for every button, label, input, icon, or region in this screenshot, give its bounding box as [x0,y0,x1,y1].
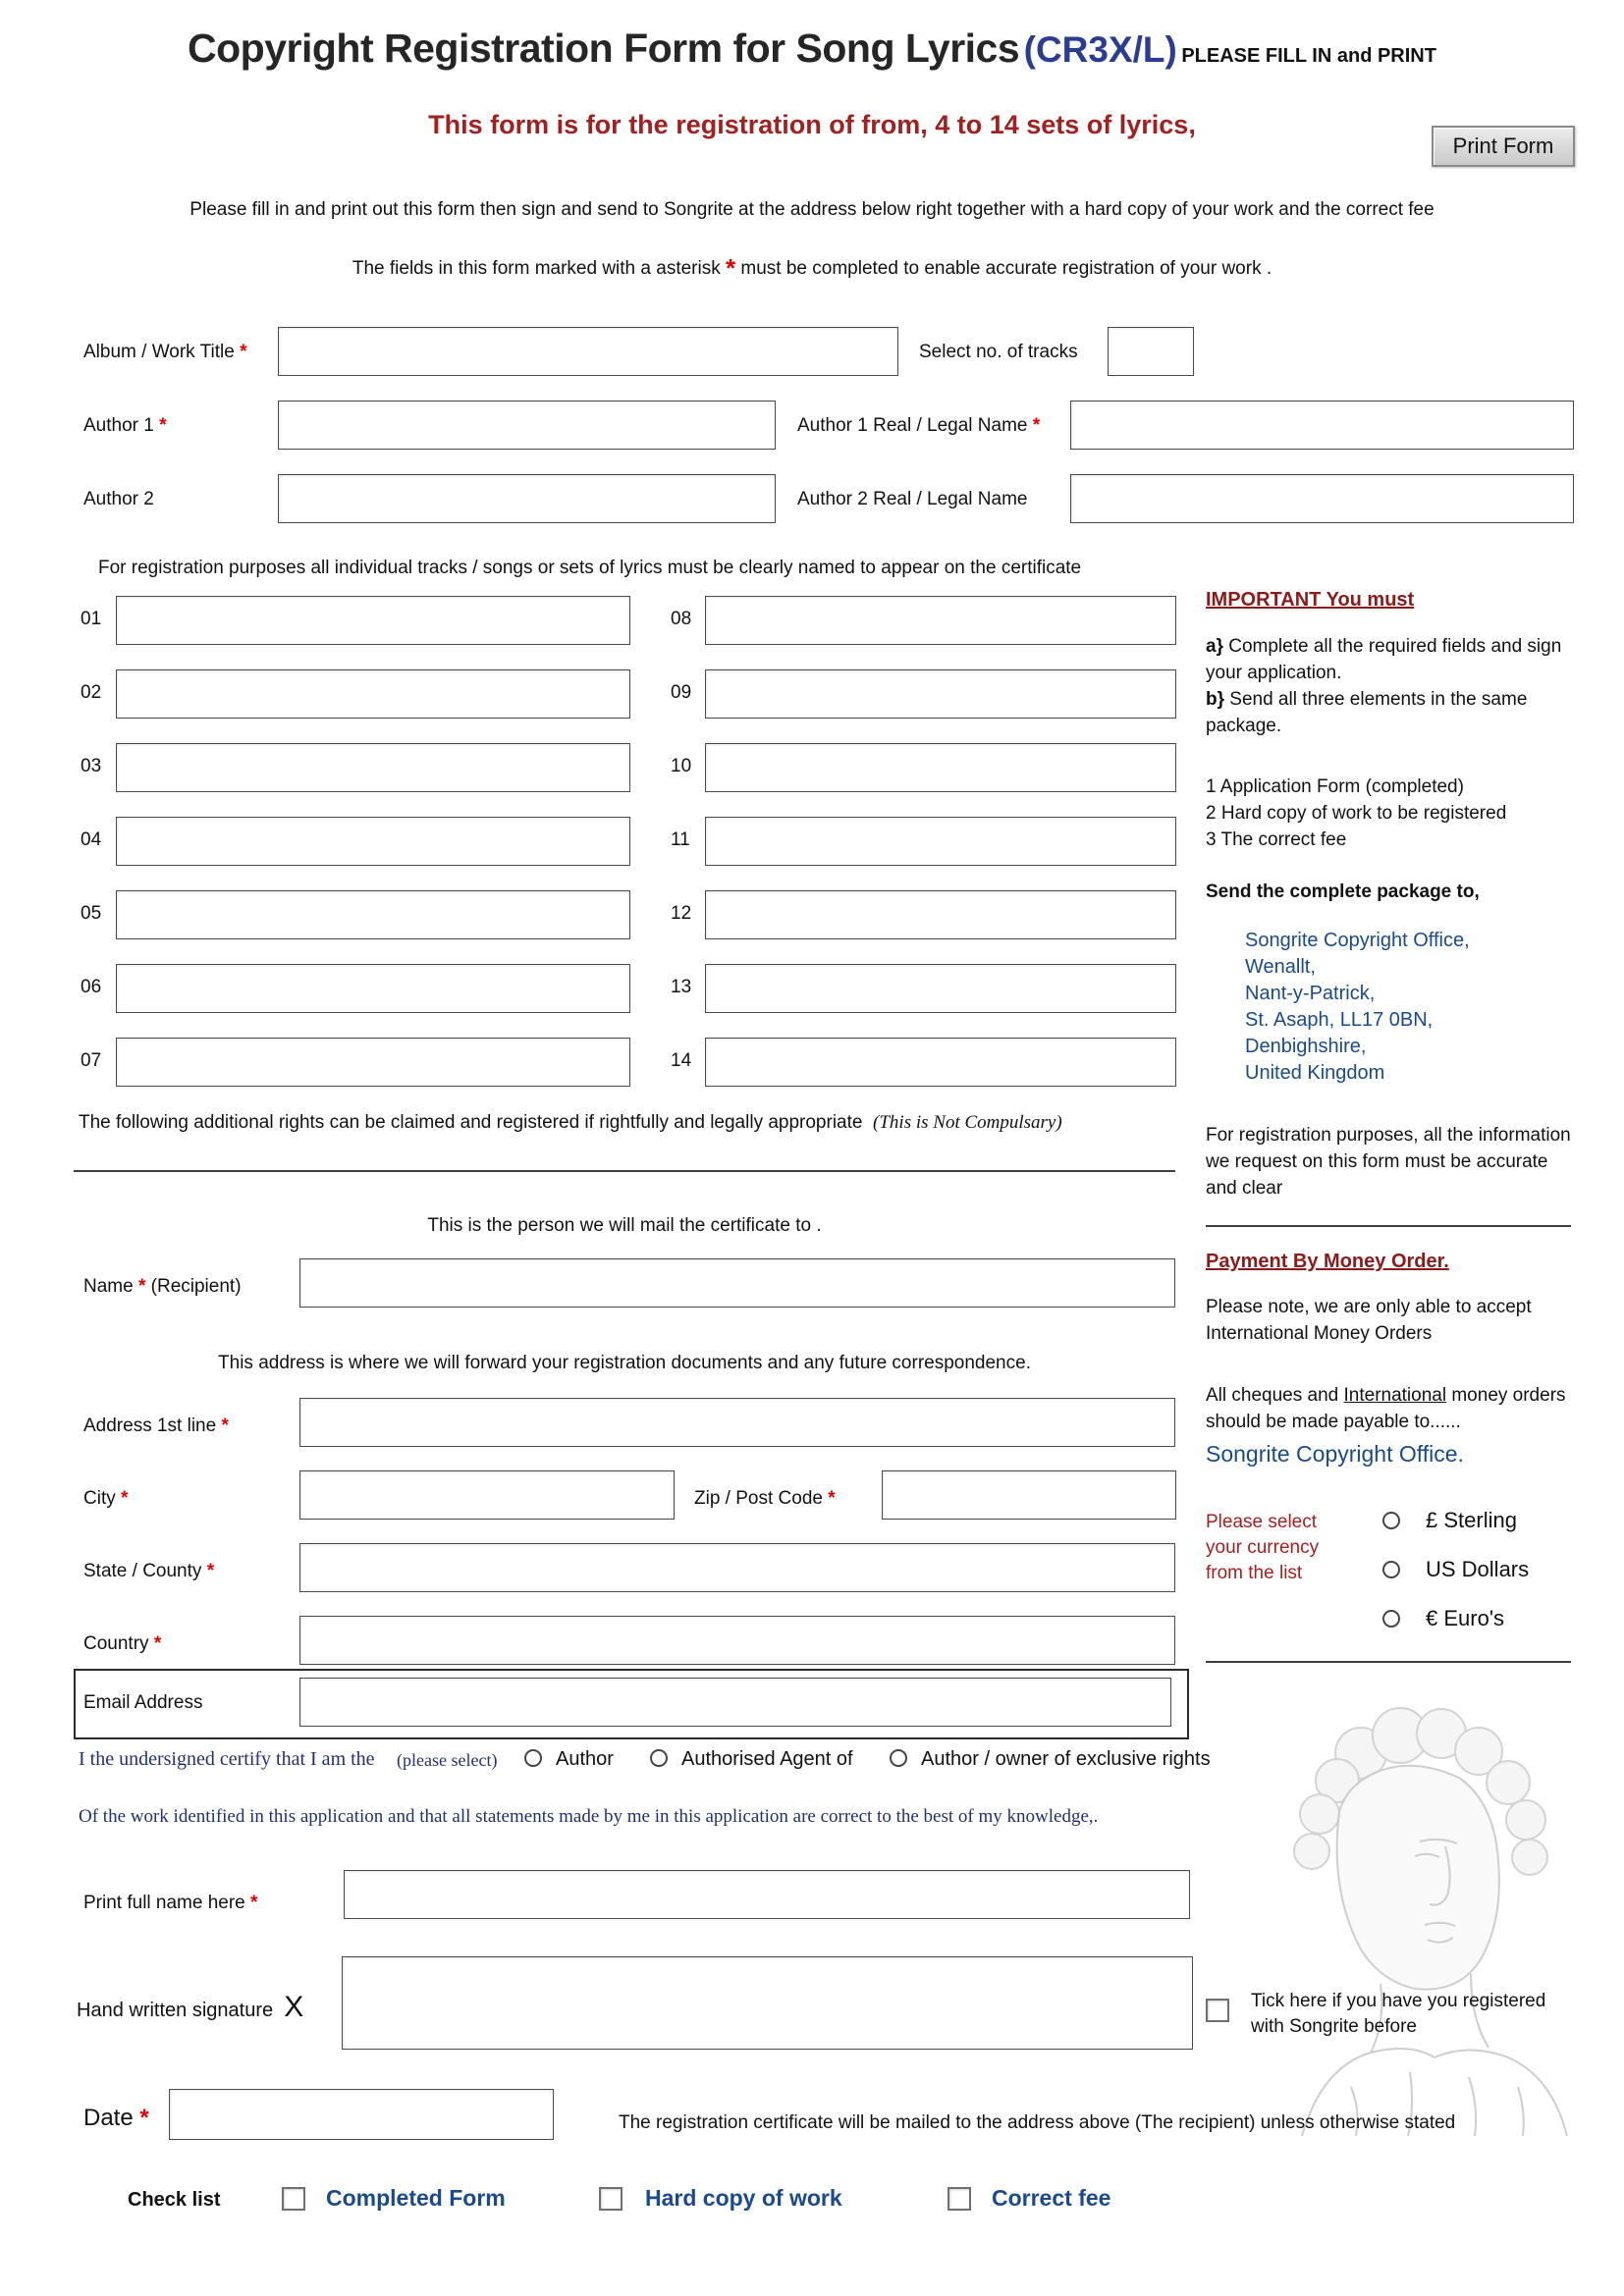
country-label: Country * [83,1633,162,1654]
track-12-input[interactable] [705,890,1176,939]
completed-form-label[interactable]: Completed Form [326,2185,506,2211]
track-label: 12 [671,903,692,924]
track-10-input[interactable] [705,743,1176,792]
track-label: 13 [671,977,692,997]
currency-select-label: Please select your currency from the list [1206,1512,1320,1583]
state-label: State / County * [83,1561,215,1581]
date-label: Date * [83,2105,149,2131]
author2-label: Author 2 [83,489,154,509]
recipient-name-label: Name * (Recipient) [83,1276,242,1297]
track-label: 11 [671,829,690,850]
signature-label: Hand written signature X [77,1991,304,2023]
recipient-name-input[interactable] [299,1258,1175,1308]
track-11-input[interactable] [705,817,1176,866]
city-input[interactable] [299,1470,675,1520]
currency-radio-sterling[interactable] [1382,1512,1400,1529]
forward-address-note: This address is where we will forward your registration documents and any future correspondence. [218,1353,1031,1373]
album-title-label: Album / Work Title * [83,342,247,362]
package-items: 1 Application Form (completed) 2 Hard copy of work to be registered 3 The correct fee [1206,776,1507,850]
track-14-input[interactable] [705,1038,1176,1087]
form-title: Copyright Registration Form for Song Lyrics [188,26,1020,71]
checklist-title: Check list [128,2189,221,2211]
track-06-input[interactable] [116,964,630,1013]
hard-copy-label[interactable]: Hard copy of work [645,2185,842,2211]
track-label: 07 [81,1050,102,1071]
currency-option-euro[interactable]: € Euro's [1426,1606,1505,1630]
track-01-input[interactable] [116,596,630,645]
author2-real-label: Author 2 Real / Legal Name [797,489,1028,509]
album-title-input[interactable] [278,327,898,376]
divider [1206,1661,1571,1663]
track-label: 06 [81,977,102,997]
payment-note: Please note, we are only able to accept International Money Orders [1206,1297,1532,1344]
track-label: 10 [671,756,692,776]
registered-before-label[interactable]: Tick here if you have you registered with Songrite before [1251,1991,1546,2037]
please-select-note: (please select) [397,1750,498,1770]
send-package-heading: Send the complete package to, [1206,881,1480,902]
track-07-input[interactable] [116,1038,630,1087]
correct-fee-label[interactable]: Correct fee [992,2185,1111,2211]
date-input[interactable] [169,2089,554,2140]
additional-rights-note: The following additional rights can be claimed and registered if rightfully and legally appropriate (This is Not Compulsary) [79,1112,1062,1133]
songrite-address: Songrite Copyright Office, Wenallt, Nant-y-Patrick, St. Asaph, LL17 0BN, Denbighshire, United Kingdom [1245,930,1470,1084]
track-08-input[interactable] [705,596,1176,645]
tracks-note: For registration purposes all individual tracks / songs or sets of lyrics must be clearly named to appear on the certificate [98,558,1082,578]
tracks-count-label: Select no. of tracks [919,342,1078,362]
print-name-label: Print full name here * [83,1893,258,1913]
track-label: 03 [81,756,102,776]
instruction-line-1: Please fill in and print out this form then sign and send to Songrite at the address below right together with a hard copy of your work and the correct fee [189,199,1435,220]
track-09-input[interactable] [705,669,1176,719]
email-input[interactable] [299,1678,1171,1727]
cheques-note: All cheques and International money orders should be made payable to...... [1206,1385,1566,1432]
print-name-input[interactable] [344,1870,1190,1919]
certify-radio-owner[interactable] [890,1749,907,1767]
page-title [0,26,1624,72]
signature-x-mark: X [284,1991,304,2023]
important-points: a} Complete all the required fields and sign your application. b} Send all three elements in the same package. [1206,636,1562,736]
address-line-input[interactable] [299,1398,1175,1447]
signature-box[interactable] [342,1956,1193,2050]
statue-image [1214,1665,1587,2136]
certify-radio-author[interactable] [524,1749,542,1767]
author1-real-label: Author 1 Real / Legal Name * [797,415,1041,436]
payment-heading: Payment By Money Order. [1206,1251,1449,1272]
form-subtitle: This form is for the registration of from, 4 to 14 sets of lyrics, [428,110,1196,139]
important-heading: IMPORTANT You must [1206,589,1415,611]
certify-radio-agent[interactable] [650,1749,668,1767]
hard-copy-checkbox[interactable] [599,2187,623,2211]
author2-input[interactable] [278,474,776,523]
zip-label: Zip / Post Code * [694,1488,836,1509]
currency-radio-euro[interactable] [1382,1610,1400,1628]
certify-option-agent[interactable]: Authorised Agent of [681,1748,853,1770]
track-03-input[interactable] [116,743,630,792]
fill-in-note: PLEASE FILL IN and PRINT [1181,45,1436,67]
track-label: 14 [671,1050,692,1071]
author1-label: Author 1 * [83,415,167,436]
track-label: 05 [81,903,102,924]
divider [1206,1225,1571,1227]
email-label: Email Address [83,1692,203,1713]
city-label: City * [83,1488,129,1509]
mail-certificate-note: This is the person we will mail the certificate to . [427,1215,822,1236]
completed-form-checkbox[interactable] [282,2187,305,2211]
track-label: 04 [81,829,102,850]
zip-input[interactable] [882,1470,1176,1520]
correct-fee-checkbox[interactable] [947,2187,971,2211]
track-label: 02 [81,682,102,703]
asterisk-icon: * [726,253,736,283]
address-line-label: Address 1st line * [83,1415,229,1436]
track-label: 09 [671,682,692,703]
accuracy-note: For registration purposes, all the information we request on this form must be accurate and clear [1206,1125,1571,1199]
currency-option-usd[interactable]: US Dollars [1426,1557,1530,1581]
instruction-line-2: The fields in this form marked with a asterisk * must be completed to enable accurate registration of your work . [352,253,1272,283]
track-02-input[interactable] [116,669,630,719]
registered-before-checkbox[interactable] [1206,1999,1229,2022]
currency-option-sterling[interactable]: £ Sterling [1426,1508,1517,1532]
certificate-mail-note: The registration certificate will be mailed to the address above (The recipient) unless otherwise stated [619,2112,1456,2133]
author1-input[interactable] [278,400,776,450]
certify-statement: I the undersigned certify that I am the [79,1748,375,1770]
track-13-input[interactable] [705,964,1176,1013]
state-input[interactable] [299,1543,1175,1592]
certify-option-owner[interactable]: Author / owner of exclusive rights [921,1748,1211,1770]
track-05-input[interactable] [116,890,630,939]
divider [74,1170,1175,1172]
tracks-count-input[interactable] [1108,327,1194,376]
payee-name: Songrite Copyright Office. [1206,1441,1464,1467]
certify-statement-2: Of the work identified in this application and that all statements made by me in this application are correct to the best of my knowledge,. [79,1806,1099,1827]
author2-real-input[interactable] [1070,474,1574,523]
track-label: 01 [81,609,102,629]
form-code: (CR3X/L) [1023,29,1177,70]
currency-radio-usd[interactable] [1382,1561,1400,1578]
author1-real-input[interactable] [1070,400,1574,450]
country-input[interactable] [299,1616,1175,1665]
certify-option-author[interactable]: Author [556,1748,614,1770]
print-form-button[interactable]: Print Form [1432,126,1575,167]
track-label: 08 [671,609,692,629]
track-04-input[interactable] [116,817,630,866]
